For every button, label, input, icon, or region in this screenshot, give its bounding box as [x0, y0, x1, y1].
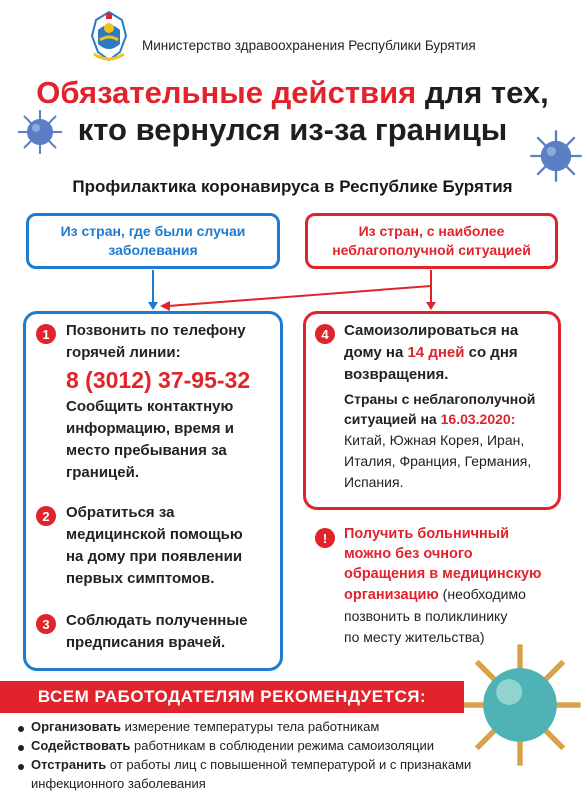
source-blue-line1: Из стран, где были случаи	[60, 223, 246, 239]
step-3-line: Соблюдать полученные	[66, 612, 248, 629]
flow-arrows	[0, 268, 585, 312]
step-number-4: 4	[315, 324, 335, 344]
sick-leave-rest: (необходимо	[438, 586, 526, 602]
step-1-detail-line: информацию, время и	[66, 420, 234, 437]
recommendation-verb: Отстранить	[31, 757, 107, 772]
isolation-days: 14 дней	[407, 344, 465, 361]
sick-leave-line: организацию	[344, 587, 439, 603]
source-box-red	[305, 213, 558, 269]
exclamation-icon: !	[315, 528, 335, 548]
step-4-line1: Самоизолироваться на	[344, 322, 519, 339]
sick-leave-line: Получить больничный	[344, 526, 510, 542]
sick-leave-note	[344, 524, 569, 648]
page-title	[0, 74, 585, 148]
title-line2: кто вернулся из-за границы	[77, 112, 508, 147]
step-3-text	[66, 610, 276, 654]
countries-line: Италия, Франция, Германия,	[344, 453, 532, 469]
recommendation-text: работникам в соблюдении режима самоизоляции	[130, 738, 435, 753]
bullet	[18, 764, 24, 770]
step-1-detail-line: границей.	[66, 464, 139, 481]
countries-intro-line2: ситуацией на	[344, 411, 441, 427]
sick-leave-rest: позвонить в поликлинику	[344, 608, 508, 624]
sick-leave-rest: по месту жительства)	[344, 629, 485, 645]
countries-intro-line1: Страны с неблагополучной	[344, 391, 536, 407]
source-red-line2: неблагополучной ситуацией	[332, 242, 531, 258]
step-1-detail	[66, 396, 276, 484]
step-2-line: на дому при появлении	[66, 548, 243, 565]
step-2-line: первых симптомов.	[66, 570, 215, 587]
step-4-text	[344, 320, 554, 386]
step-1-line2: горячей линии:	[66, 344, 181, 361]
recommendation-continuation: инфекционного заболевания	[31, 776, 206, 791]
source-red-line1: Из стран, с наиболее	[358, 223, 505, 239]
source-blue-line2: заболевания	[108, 242, 198, 258]
recommendation-item	[31, 756, 471, 774]
sick-leave-line: обращения в медицинскую	[344, 566, 542, 582]
source-box-blue	[26, 213, 280, 269]
countries-intro	[344, 389, 558, 429]
step-number-2: 2	[36, 506, 56, 526]
subtitle: Профилактика коронавируса в Республике Бурятия	[72, 177, 513, 196]
hotline-phone: 8 (3012) 37-95-32	[66, 367, 251, 393]
countries-line: Испания.	[344, 474, 404, 490]
recommendation-item	[31, 737, 434, 755]
step-4-line2-post: со дня	[464, 344, 518, 361]
countries-date: 16.03.2020:	[440, 411, 516, 427]
employers-banner: ВСЕМ РАБОТОДАТЕЛЯМ РЕКОМЕНДУЕТСЯ:	[0, 681, 464, 713]
step-1-line1: Позвонить по телефону	[66, 322, 246, 339]
step-4-line3: возвращения.	[344, 366, 449, 383]
recommendation-text: измерение температуры тела работникам	[121, 719, 380, 734]
step-1-detail-line: Сообщить контактную	[66, 398, 234, 415]
virus-icon	[528, 128, 584, 184]
title-black-part: для тех,	[424, 75, 549, 110]
step-number-1: 1	[36, 324, 56, 344]
step-4-line2-pre: дому на	[344, 344, 408, 361]
countries-list	[344, 430, 558, 493]
recommendation-text: от работы лиц с повышенной температурой и с признаками	[106, 757, 472, 772]
step-number-3: 3	[36, 614, 56, 634]
step-3-line: предписания врачей.	[66, 634, 226, 651]
ministry-name: Министерство здравоохранения Республики Бурятия	[142, 38, 476, 53]
recommendation-item	[31, 718, 379, 736]
bullet	[18, 726, 24, 732]
step-2-line: Обратиться за	[66, 504, 175, 521]
recommendation-verb: Содействовать	[31, 738, 131, 753]
recommendation-verb: Организовать	[31, 719, 122, 734]
buryatia-emblem-icon	[86, 10, 132, 64]
sick-leave-line: можно без очного	[344, 546, 473, 562]
step-2-text	[66, 502, 276, 590]
step-1-detail-line: место пребывания за	[66, 442, 227, 459]
virus-icon	[455, 640, 585, 770]
countries-line: Китай, Южная Корея, Иран,	[344, 432, 525, 448]
step-1-text	[66, 320, 276, 364]
virus-icon	[16, 108, 64, 156]
bullet	[18, 745, 24, 751]
step-2-line: медицинской помощью	[66, 526, 243, 543]
step-4-line2	[344, 342, 554, 364]
title-red-part: Обязательные действия	[36, 75, 417, 110]
